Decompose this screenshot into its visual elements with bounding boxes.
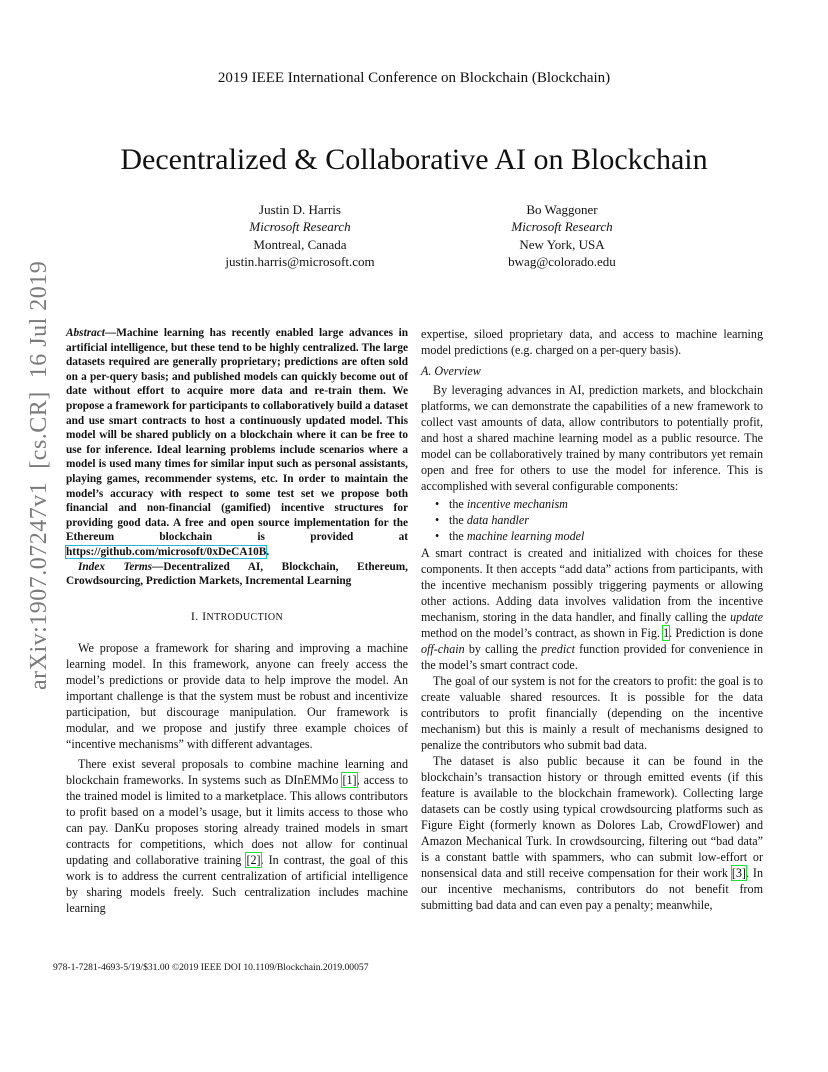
intro-paragraph-1: We propose a framework for sharing and improving a machine learning model. In this framework, anyone can freely access the model’s predictions or provide data to help improve the model. An important challenge is that the system must be robust and incentivize participation, but discourage manipulation. Our framework is modular, and we propose and justify three example choices of “incentive mechanisms” with different advantages. (66, 640, 408, 751)
citation-link[interactable]: [3] (731, 866, 746, 880)
text-run: . In our incentive mechanisms, contributors do not benefit from submitting bad data and can even pay a penalty; meanwhile, (421, 866, 763, 912)
abstract-suffix: . (266, 545, 270, 558)
index-terms-label: Index Terms (78, 560, 153, 573)
list-item-name: incentive mechanism (466, 497, 568, 511)
author-block-1 (180, 201, 420, 270)
author-location: New York, USA (519, 236, 605, 252)
section-number: I. (190, 608, 199, 623)
overview-paragraph-3: The goal of our system is not for the creators to profit: the goal is to create valuable shared resources. It is possible for the data contributors to profit financially (depending on the incentive mechanism) but this is mainly a result of mechanisms designed to penalize the contributors who submit bad data. (421, 674, 763, 752)
emphasis-term: off-chain (421, 642, 465, 656)
author-email: justin.harris@microsoft.com (225, 253, 375, 269)
section-heading-introduction (66, 608, 408, 626)
list-item-name: machine learning model (466, 529, 585, 543)
index-terms-text: —Decentralized AI, Blockchain, Ethereum, Crowdsourcing, Prediction Markets, Incremental Learning (66, 560, 408, 588)
list-item-prefix: the (449, 497, 467, 511)
list-item-prefix: the (449, 513, 467, 527)
author-email: bwag@colorado.edu (508, 253, 616, 269)
text-run: A smart contract is created and initialized with choices for these components. It then accepts “add data” actions from participants, with the incentive mechanism possibly triggering payments or allowing other actions. Adding data involves validation from the incentive mechanism, storing in the data handler, and finally calling the (421, 546, 763, 624)
continued-paragraph: expertise, siloed proprietary data, and access to machine learning model predictions (e.g. charged on a per-query basis). (421, 327, 763, 357)
code-term: predict (541, 642, 575, 656)
author-name: Bo Waggoner (526, 202, 598, 217)
abstract-text: —Machine learning has recently enabled large advances in artificial intelligence, but these tend to be highly centralized. The large datasets required are generally proprietary; predictions are often sold on a per-query basis; and published models can quickly become out of date without effort to acquire more data and re-train them. We propose a framework for participants to collaboratively build a dataset and use smart contracts to host a continuously updated model. This model will be shared publicly on a blockchain where it can be free to use for inference. Ideal learning problems include scenarios where a model is used many times for similar input such as personal assistants, playing games, recommender systems, etc. In order to maintain the model’s accuracy with respect to some test set we propose both financial and non-financial (gamified) incentive structures for providing good data. A free and open source implementation for the Ethereum blockchain is provided at (66, 327, 408, 544)
overview-paragraph-4 (421, 753, 763, 913)
intro-paragraph-2 (66, 756, 408, 916)
abstract (66, 326, 408, 560)
author-block-2 (442, 201, 682, 270)
citation-link[interactable]: [1] (342, 772, 357, 787)
conference-header: 2019 IEEE International Conference on Blockchain (Blockchain) (217, 70, 611, 86)
right-column (421, 326, 763, 913)
text-run: , access to the trained model is limited to a marketplace. This allows contributors to profit based on a model’s usage, but it limits access to those who can pay. DanKu proposes storing already trained models in smart contracts for competitions, which does not allow for continual updating and collaborative training (66, 772, 408, 867)
text-run: . In contrast, the goal of this work is to address the current centralization of artificial intelligence by sharing models freely. Such centralization includes machine learning (66, 852, 408, 915)
list-item (449, 512, 763, 528)
citation-link[interactable]: [2] (246, 852, 261, 867)
abstract-label: Abstract (66, 327, 105, 339)
section-title-rest: NTRODUCTION (206, 611, 284, 623)
subsection-heading-overview: A. Overview (421, 364, 481, 378)
section-title-initial: I (202, 608, 207, 623)
text-run: by calling the (464, 642, 542, 656)
list-item-name: data handler (466, 513, 529, 527)
text-run: There exist several proposals to combine machine learning and blockchain frameworks. In systems such as DInEMMo (66, 756, 408, 787)
index-terms (66, 560, 408, 589)
text-run: The dataset is also public because it can be found in the blockchain’s transaction history or through emitted events (if this feature is available to the blockchain framework). Collecting large datasets can be costly using typical crowdsourcing platforms such as Figure Eight (formerly known as Dolores Lab, CrowdFlower) and Amazon Mechanical Turk. In crowdsourcing, filtering out “bad data” is a constant battle with spammers, who can submit low-effort or nonsensical data and still receive compensation for their work (421, 754, 763, 880)
overview-paragraph-1: By leveraging advances in AI, prediction markets, and blockchain platforms, we can demonstrate the capabilities of a new framework to collect vast amounts of data, allow contributors to potentially profit, and host a shared machine learning model as a public resource. The model can be collaboratively trained by many contributors yet remain open and free for others to use the model for inference. This is accomplished with several configurable components: (421, 383, 763, 493)
list-item (449, 528, 763, 544)
list-item (449, 496, 763, 512)
author-affiliation: Microsoft Research (511, 219, 613, 235)
component-list (421, 496, 763, 544)
paper-title: Decentralized & Collaborative AI on Blockchain (120, 143, 708, 176)
text-run: . Prediction is done (669, 626, 763, 640)
overview-paragraph-2 (421, 545, 763, 673)
footer-doi: 978-1-7281-4693-5/19/$31.00 ©2019 IEEE DOI 10.1109/Blockchain.2019.00057 (53, 962, 369, 973)
code-term: update (730, 610, 763, 624)
text-run: function provided for convenience in the model’s smart contract code. (421, 642, 764, 672)
figure-link[interactable]: 1 (663, 626, 670, 640)
author-affiliation: Microsoft Research (249, 219, 351, 235)
left-column (66, 326, 408, 916)
text-run: method on the model’s contract, as shown in Fig. (421, 626, 664, 640)
author-location: Montreal, Canada (253, 236, 347, 252)
source-code-link[interactable]: https://github.com/microsoft/0xDeCA10B (66, 545, 267, 558)
list-item-prefix: the (449, 529, 467, 543)
author-name: Justin D. Harris (259, 202, 341, 217)
arxiv-stamp: arXiv:1907.07247v1 [cs.CR] 16 Jul 2019 (26, 260, 52, 690)
